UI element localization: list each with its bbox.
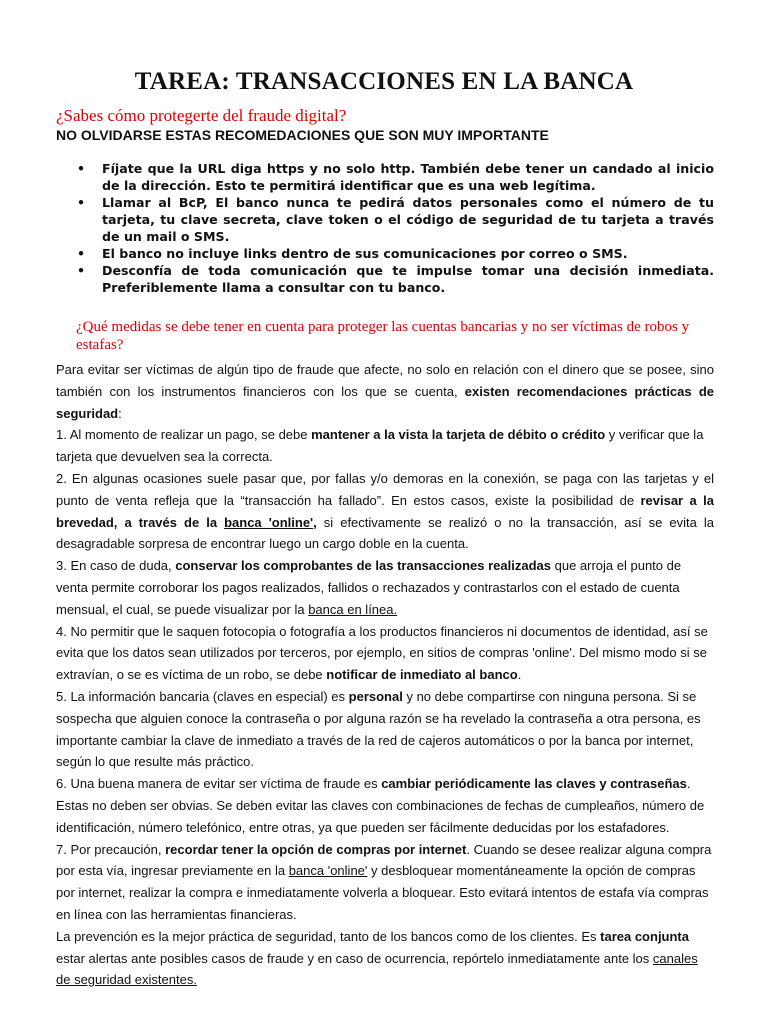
paragraph-4: 4. No permitir que le saquen fotocopia o fotografía a los productos financieros ni documentos de identidad, así se evita que los datos sean utilizados por terceros, por ejemplo, en sitios de compras 'online'. Del mismo modo si se extravían, o se es víctima de un robo, se debe notificar de inmediato al banco. xyxy=(56,623,708,683)
paragraph-7: 7. Por precaución, recordar tener la opción de compras por internet. Cuando se desee realizar alguna compra por esta vía, ingresar previamente en la banca 'online' y desbloquear momentáneamente la opción de compras por internet, realizar la compra e inmediatamente volverla a bloquear. Esto evitará intentos de estafa vía compras en línea con las herramientas financieras. xyxy=(56,841,712,922)
document-title: TAREA: TRANSACCIONES EN LA BANCA xyxy=(134,68,634,95)
link-banca-online-2[interactable]: banca 'online' xyxy=(288,863,368,879)
paragraph-5: 5. La información bancaria (claves en especial) es personal y no debe compartirse con ninguna persona. Si se sospecha que alguien conoce la contraseña o por alguna razón se ha revelado la contraseña a otra persona, es importante cambiar la clave de inmediato a través de la red de cajeros automáticos o por la banca por internet, según lo que resulte más práctico. xyxy=(56,688,701,770)
tip-item: • El banco no incluye links dentro de sus comunicaciones por correo o SMS. xyxy=(56,245,714,262)
subtitle-warning: NO OLVIDARSE ESTAS RECOMEDACIONES QUE SON MUY IMPORTANTE xyxy=(56,127,549,143)
tip-item: • Llamar al BcP, El banco nunca te pedirá datos personales como el número de tu tarjeta, tu clave secreta, clave token o el código de seguridad de tu tarjeta a través de un mail o SMS. xyxy=(56,194,714,245)
paragraph-6: 6. Una buena manera de evitar ser víctima de fraude es cambiar periódicamente las claves y contraseñas. Estas no deben ser obvias. Se deben evitar las claves con combinaciones de fechas de cumpleaños, número de identificación, número telefónico, entre otras, ya que pueden ser fácilmente deducidas por los estafadores. xyxy=(56,776,705,835)
paragraph-2: 2. En algunas ocasiones suele pasar que, por fallas y/o demoras en la conexión, se paga con las tarjetas y el punto de venta refleja que la “transacción ha fallado”. En estos casos, existe la posibilidad de revisar a la brevedad, a través de la banca 'online', si efectivamente se realizó o no la transacción, así se evita la desagradable sorpresa de encontrar luego un cargo doble en la cuenta. xyxy=(56,470,714,552)
tip-item: • Desconfía de toda comunicación que te impulse tomar una decisión inmediata. Preferiblemente llama a consultar con tu banco. xyxy=(56,262,714,296)
subtitle-question: ¿Sabes cómo protegerte del fraude digital? xyxy=(56,106,347,125)
intro-paragraph: Para evitar ser víctimas de algún tipo de fraude que afecte, no solo en relación con el dinero que se posee, sino también con los instrumentos financieros con los que se cuenta, existen recomendaciones prácticas de seguridad: xyxy=(56,362,714,421)
tip-item: • Fíjate que la URL diga https y no solo http. También debe tener un candado al inicio de la dirección. Esto te permitirá identificar que es una web legítima. xyxy=(56,160,714,194)
link-banca-en-linea[interactable]: banca en línea. xyxy=(308,601,398,617)
section-question: ¿Qué medidas se debe tener en cuenta para proteger las cuentas bancarias y no ser víctimas de robos y estafas? xyxy=(76,319,690,353)
link-canales-seguridad[interactable]: canales de seguridad existentes. xyxy=(56,950,698,988)
tips-list xyxy=(56,160,714,296)
paragraph-3: 3. En caso de duda, conservar los comprobantes de las transacciones realizadas que arroja el punto de venta permite corroborar los pagos realizados, fallidos o rechazados y contrastarlos con el estado de cuenta mensual, el cual, se puede visualizar por la banca en línea. xyxy=(56,558,682,617)
closing-paragraph: La prevención es la mejor práctica de seguridad, tanto de los bancos como de los clientes. Es tarea conjunta estar alertas ante posibles casos de fraude y en caso de ocurrencia, repórtelo inmediatamente ante los canales de seguridad existentes. xyxy=(56,928,698,988)
link-banca-online[interactable]: banca 'online' xyxy=(224,514,314,530)
paragraph-1: 1. Al momento de realizar un pago, se debe mantener a la vista la tarjeta de débito o crédito y verificar que la tarjeta que devuelven sea la correcta. xyxy=(56,427,704,465)
body-text xyxy=(56,359,714,991)
